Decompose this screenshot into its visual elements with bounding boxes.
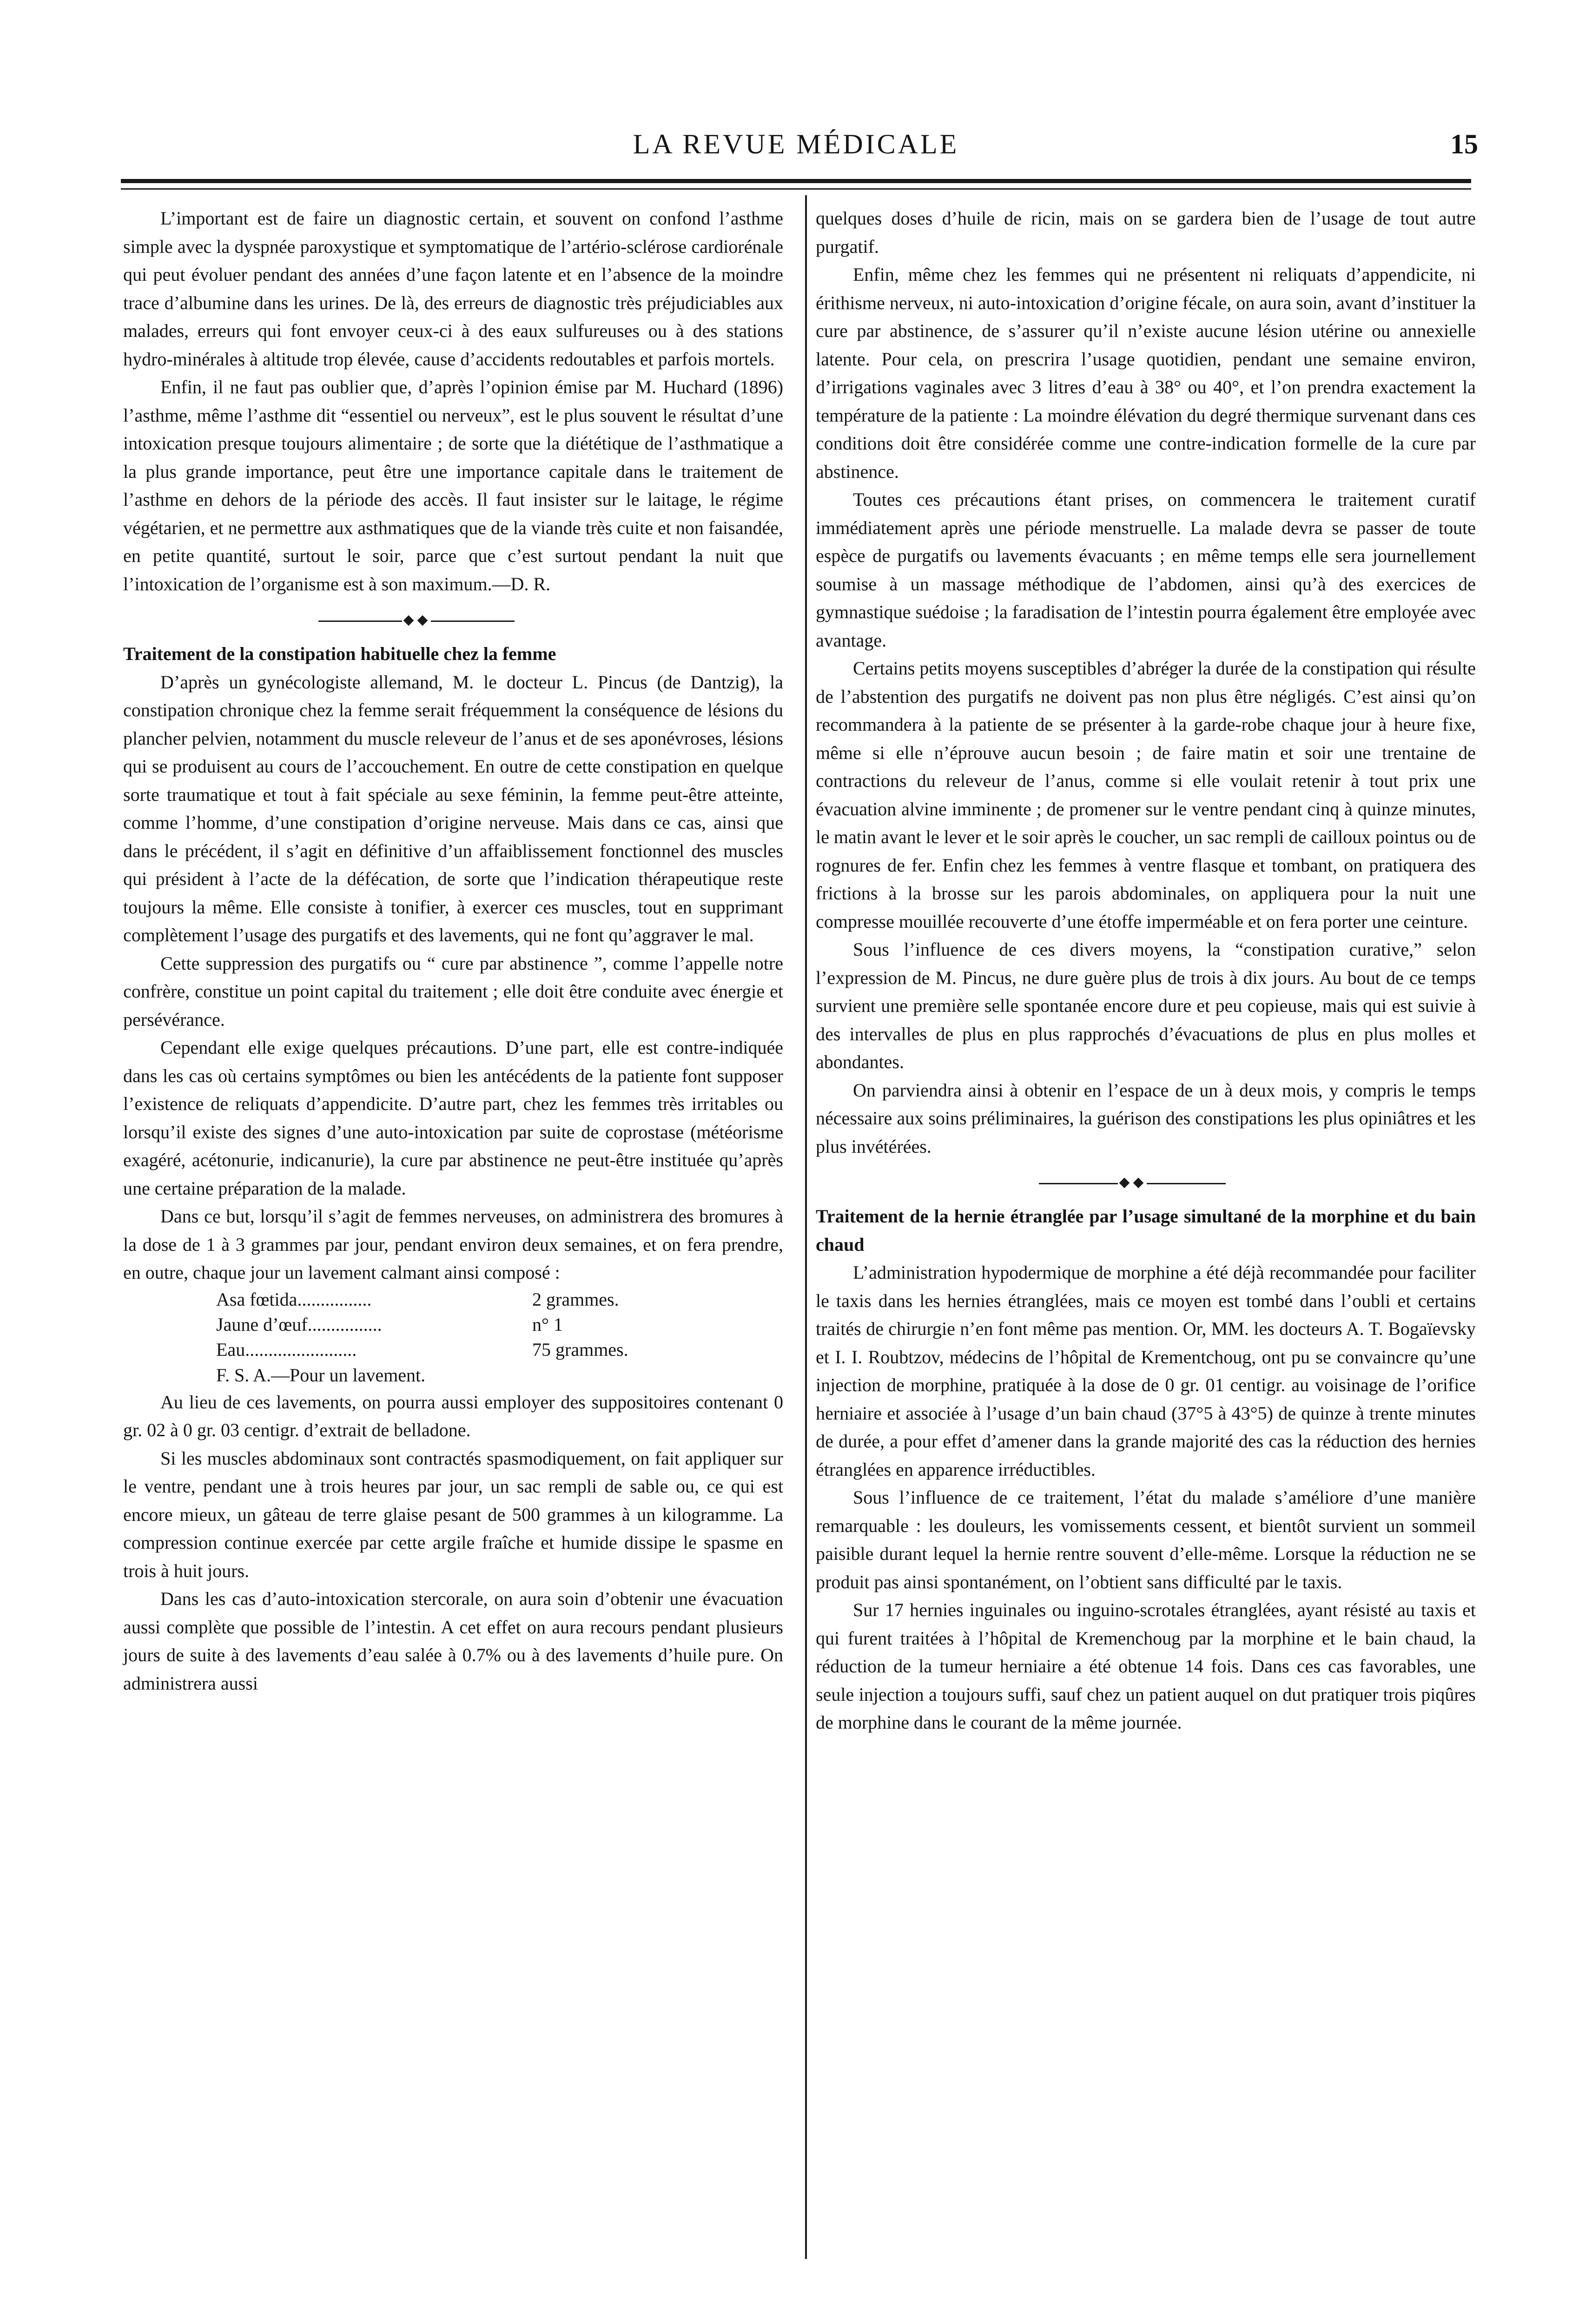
recipe-quantity: 2 grammes.	[532, 1288, 619, 1310]
constipation-paragraph-1: D’après un gynécologiste allemand, M. le docteur L. Pincus (de Dantzig), la constipation chronique chez la femme serait fréquemment la conséquence de lésions du plancher pelvien, notamment du muscle releveur de l’anus et de ses aponévroses, lésions qui se produisent au cours de l’accouchement. En outre de cette constipation en quelque sorte traumatique et tout à fait spéciale au sexe féminin, la femme peut-être atteinte, comme l’homme, d’une constipation d’origine nerveuse. Mais dans ce cas, ainsi que dans le précédent, il s’agit en définitive d’un affaiblissement fonctionnel des muscles qui président à l’acte de la défécation, de sorte que l’indication thérapeutique reste toujours la même. Elle consiste à tonifier, à exercer ces muscles, tout en supprimant complètement l’usage des purgatifs et des lavements, qui ne font qu’aggraver le mal.	[123, 671, 783, 945]
hernia-paragraph-3: Sur 17 hernies inguinales ou inguino-scrotales étranglées, ayant résisté au taxis et qui furent traitées à l’hôpital de Kremenchoug par la morphine et le bain chaud, la réduction de la tumeur herniaire a été obtenue 14 fois. Dans ces cas favorables, une seule injection a toujours suffi, sauf chez un patient auquel on dut pratiquer trois piqûres de morphine dans le courant de la même journée.	[816, 1599, 1476, 1733]
section-separator-ornament	[123, 607, 783, 635]
continued-paragraph: quelques doses d’huile de ricin, mais on se gardera bien de l’usage de tout autre purgatif.	[816, 208, 1476, 257]
constipation-paragraph-4: Dans ce but, lorsqu’il s’agit de femmes nerveuses, on administrera des bromures à la dose de 1 à 3 grammes par jour, pendant environ deux semaines, et on fera prendre, en outre, chaque jour un lavement calmant ainsi composé :	[123, 1206, 783, 1283]
constipation-paragraph-6: Si les muscles abdominaux sont contractés spasmodiquement, on fait appliquer sur le ventre, pendant une à trois heures par jour, un sac rempli de sable ou, ce qui est encore mieux, un gâteau de terre glaise pesant de 500 grammes à un kilogramme. La compression continue exercée par cette argile fraîche et humide dissipe le spasme en trois à huit jours.	[123, 1447, 783, 1581]
constipation-paragraph-2: Cette suppression des purgatifs ou “ cure par abstinence ”, comme l’appelle notre confrère, constitue un point capital du traitement ; elle doit être conduite avec énergie et persévérance.	[123, 952, 783, 1030]
constipation-paragraph-7: Dans les cas d’auto-intoxication stercorale, on aura soin d’obtenir une évacuation aussi complète que possible de l’intestin. A cet effet on aura recours pendant plusieurs jours de suite à des lavements d’eau salée à 0.7% ou à des lavements d’huile pure. On administrera aussi	[123, 1588, 783, 1694]
recipe-footer: F. S. A.—Pour un lavement.	[216, 1364, 426, 1386]
right-paragraph-2: Enfin, même chez les femmes qui ne présentent ni reliquats d’appendicite, ni érithisme nerveux, ni auto-intoxication d’origine fécale, on aura soin, avant d’instituer la cure par abstinence, de s’assurer qu’il n’existe aucune lésion utérine ou annexielle latente. Pour cela, on prescrira l’usage quotidien, pendant une semaine environ, d’irrigations vaginales avec 3 litres d’eau à 38° ou 40°, et l’on prendra exactement la température de la patiente : La moindre élévation du degré thermique survenant dans ces conditions doit être considérée comme une contre-indication formelle de la cure par abstinence.	[816, 264, 1476, 482]
right-paragraph-3: Toutes ces précautions étant prises, on commencera le traitement curatif immédiatement après une période menstruelle. La malade devra se passer de toute espèce de purgatifs ou lavements évacuants ; en même temps elle sera journellement soumise à un massage méthodique de l’abdomen, ainsi qu’à des exercices de gymnastique suédoise ; la faradisation de l’intestin pourra également être employée avec avantage.	[816, 489, 1476, 651]
hernia-paragraph-1: L’administration hypodermique de morphine a été déjà recommandée pour faciliter le taxis dans les hernies étranglées, mais ce moyen est tombé dans l’oubli et certains traités de chirurgie n’en font même pas mention. Or, MM. les docteurs A. T. Bogaïevsky et I. I. Roubtzov, médecins de l’hôpital de Krementchoug, ont pu se convaincre qu’une injection de morphine, pratiquée à la dose de 0 gr. 01 centigr. au voisinage de l’orifice herniaire et associée à l’usage d’un bain chaud (37°5 à 43°5) de quinze à trente minutes de durée, a pour effet d’amener dans la grande majorité des cas la réduction des hernies étranglées en apparence irréductibles.	[816, 1262, 1476, 1480]
recipe-quantity: n° 1	[532, 1314, 563, 1335]
recipe-ingredient: Jaune d’œuf................	[216, 1314, 382, 1335]
recipe-ingredient: Eau........................	[216, 1339, 357, 1360]
recipe-ingredient: Asa fœtida................	[216, 1288, 372, 1310]
right-paragraph-5: Sous l’influence de ces divers moyens, la “constipation curative,” selon l’expression de M. Pincus, ne dure guère plus de trois à dix jours. Au bout de ce temps survient une première selle spontanée encore dure et peu copieuse, mais qui est suivie à des intervalles de plus en plus rapprochés d’évacuations de plus en plus molles et abondantes.	[816, 939, 1476, 1072]
constipation-paragraph-5: Au lieu de ces lavements, on pourra aussi employer des suppositoires contenant 0 gr. 02 à 0 gr. 03 centigr. d’extrait de belladone.	[123, 1391, 783, 1440]
asthma-paragraph-1: L’important est de faire un diagnostic certain, et souvent on confond l’asthme simple avec la dyspnée paroxystique et symptomatique de l’artério-sclérose cardiorénale qui peut évoluer pendant des années d’une façon latente et en l’absence de la moindre trace d’albumine dans les urines. De là, des erreurs de diagnostic très préjudiciables aux malades, erreurs qui font envoyer ceux-ci à des eaux sulfureuses ou à des stations hydro-minérales à altitude trop élevée, cause d’accidents redoutables et parfois mortels.	[123, 208, 783, 370]
section-title-hernia: Traitement de la hernie étranglée par l’usage simultané de la morphine et du bain chaud	[816, 1206, 1476, 1255]
left-column	[123, 205, 783, 1697]
recipe-row	[216, 1337, 727, 1362]
header-rule-thin	[121, 188, 1471, 190]
hernia-paragraph-2: Sous l’influence de ce traitement, l’état du malade s’améliore d’une manière remarquable : les douleurs, les vomissements cessent, et bientôt survient un sommeil paisible durant lequel la hernie rentre souvent d’elle-même. Lorsque la réduction ne se produit pas ainsi spontanément, on l’obtient sans difficulté par le taxis.	[816, 1487, 1476, 1592]
section-separator-ornament	[816, 1170, 1476, 1198]
recipe-block	[216, 1287, 727, 1388]
right-paragraph-6: On parviendra ainsi à obtenir en l’espace de un à deux mois, y compris le temps nécessaire aux soins préliminaires, la guérison des constipations les plus opiniâtres et les plus invétérées.	[816, 1079, 1476, 1157]
right-paragraph-4: Certains petits moyens susceptibles d’abréger la durée de la constipation qui résulte de l’abstention des purgatifs ne doivent pas non plus être négligés. C’est ainsi qu’on recommandera à la patiente de se présenter à la garde-robe chaque jour à heure fixe, même si elle n’éprouve aucun besoin ; de faire matin et soir une trentaine de contractions du releveur de l’anus, comme si elle voulait retenir à tout prix une évacuation alvine imminente ; de promener sur le ventre pendant cinq à quinze minutes, le matin avant le lever et le soir après le coucher, un sac rempli de cailloux pointus ou de rognures de fer. Enfin chez les femmes à ventre flasque et tombant, on pratiquera des frictions à la brosse sur les parois abdominales, on appliquera pour la nuit une compresse mouillée recouverte d’une étoffe imperméable et on fera porter une ceinture.	[816, 658, 1476, 932]
section-title-constipation: Traitement de la constipation habituelle chez la femme	[123, 643, 556, 664]
header-rule-thick	[121, 179, 1471, 183]
recipe-row	[216, 1287, 727, 1312]
journal-title: LA REVUE MÉDICALE	[633, 129, 959, 159]
constipation-paragraph-3: Cependant elle exige quelques précautions. D’une part, elle est contre-indiquée dans les cas où certains symptômes ou bien les antécédents de la patiente font supposer l’existence de reliquats d’appendicite. D’autre part, chez les femmes très irritables ou lorsqu’il existe des signes d’une auto-intoxication par suite de coprostase (météorisme exagéré, acétonurie, indicanurie), la cure par abstinence ne peut-être instituée qu’après une certaine préparation de la malade.	[123, 1037, 783, 1199]
recipe-row	[216, 1312, 727, 1337]
column-divider	[805, 195, 807, 2259]
page-number: 15	[1450, 129, 1478, 159]
right-column	[816, 205, 1476, 1737]
asthma-paragraph-2: Enfin, il ne faut pas oublier que, d’après l’opinion émise par M. Huchard (1896) l’asthme, même l’asthme dit “essentiel ou nerveux”, est le plus souvent le résultat d’une intoxication presque toujours alimentaire ; de sorte que la diététique de l’asthmatique a la plus grande importance, peut être une importance capitale dans le traitement de l’asthme en dehors de la période des accès. Il faut insister sur le laitage, le régime végétarien, et ne permettre aux asthmatiques que de la viande très cuite et non faisandée, en petite quantité, surtout le soir, parce que c’est surtout pendant la nuit que l’intoxication de l’organisme est à son maximum.—D. R.	[123, 376, 783, 594]
recipe-quantity: 75 grammes.	[532, 1339, 628, 1360]
